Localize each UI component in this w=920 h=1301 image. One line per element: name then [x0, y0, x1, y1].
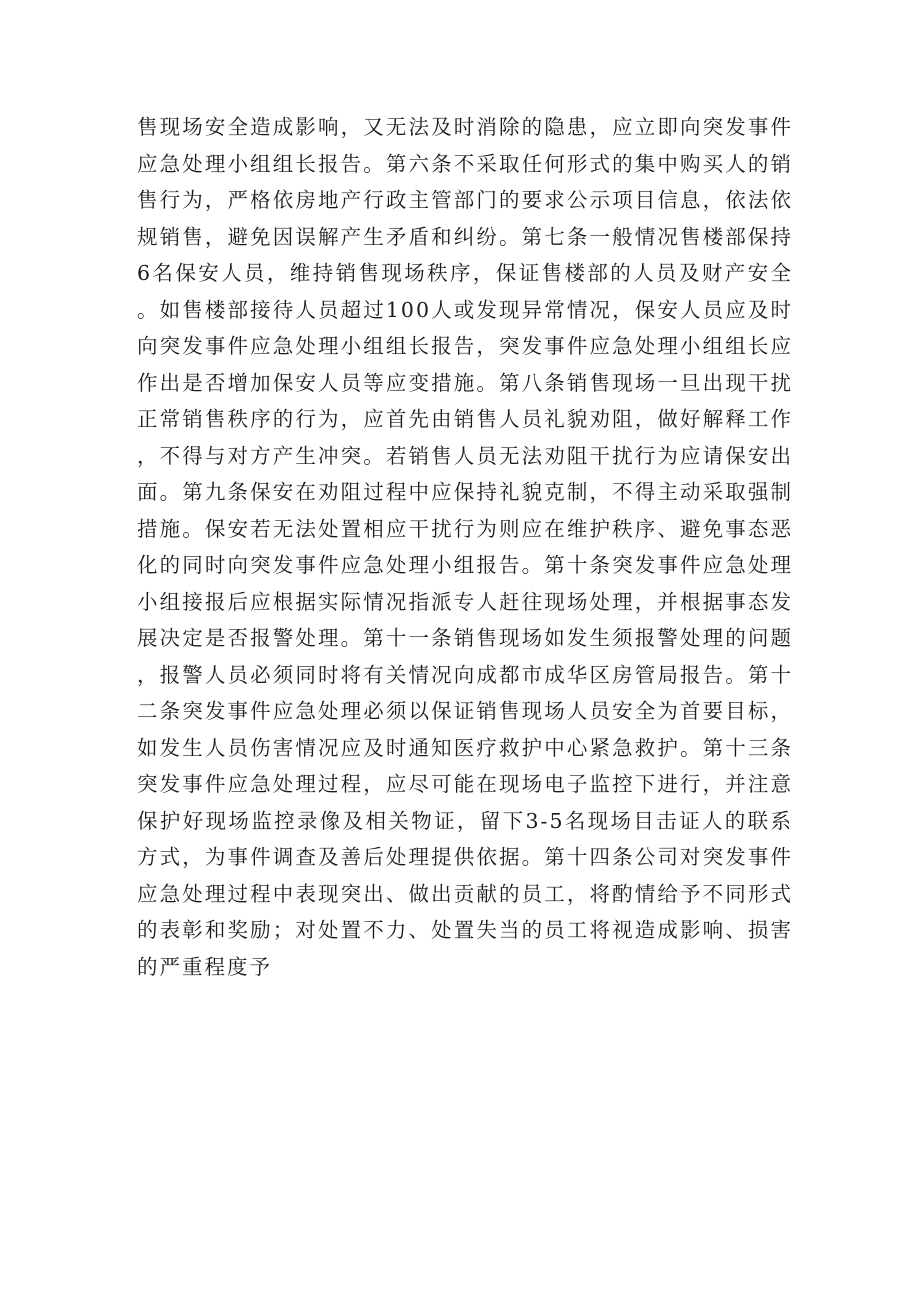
- body-paragraph: 售现场安全造成影响，又无法及时消除的隐患，应立即向突发事件应急处理小组组长报告。第六条不采取任何形式的集中购买人的销售行为，严格依房地产行政主管部门的要求公示项目信息，依法依规销售，避免因误解产生矛盾和纠纷。第七条一般情况售楼部保持6名保安人员，维持销售现场秩序，保证售楼部的人员及财产安全。如售楼部接待人员超过100人或发现异常情况，保安人员应及时向突发事件应急处理小组组长报告，突发事件应急处理小组组长应作出是否增加保安人员等应变措施。第八条销售现场一旦出现干扰正常销售秩序的行为，应首先由销售人员礼貌劝阻，做好解释工作，不得与对方产生冲突。若销售人员无法劝阻干扰行为应请保安出面。第九条保安在劝阻过程中应保持礼貌克制，不得主动采取强制措施。保安若无法处置相应干扰行为则应在维护秩序、避免事态恶化的同时向突发事件应急处理小组报告。第十条突发事件应急处理小组接报后应根据实际情况指派专人赶往现场处理，并根据事态发展决定是否报警处理。第十一条销售现场如发生须报警处理的问题，报警人员必须同时将有关情况向成都市成华区房管局报告。第十二条突发事件应急处理必须以保证销售现场人员安全为首要目标，如发生人员伤害情况应及时通知医疗救护中心紧急救护。第十三条突发事件应急处理过程，应尽可能在现场电子监控下进行，并注意保护好现场监控录像及相关物证，留下3-5名现场目击证人的联系方式，为事件调查及善后处理提供依据。第十四条公司对突发事件应急处理过程中表现突出、做出贡献的员工，将酌情给予不同形式的表彰和奖励；对处置不力、处置失当的员工将视造成影响、损害的严重程度予: [137, 115, 793, 979]
